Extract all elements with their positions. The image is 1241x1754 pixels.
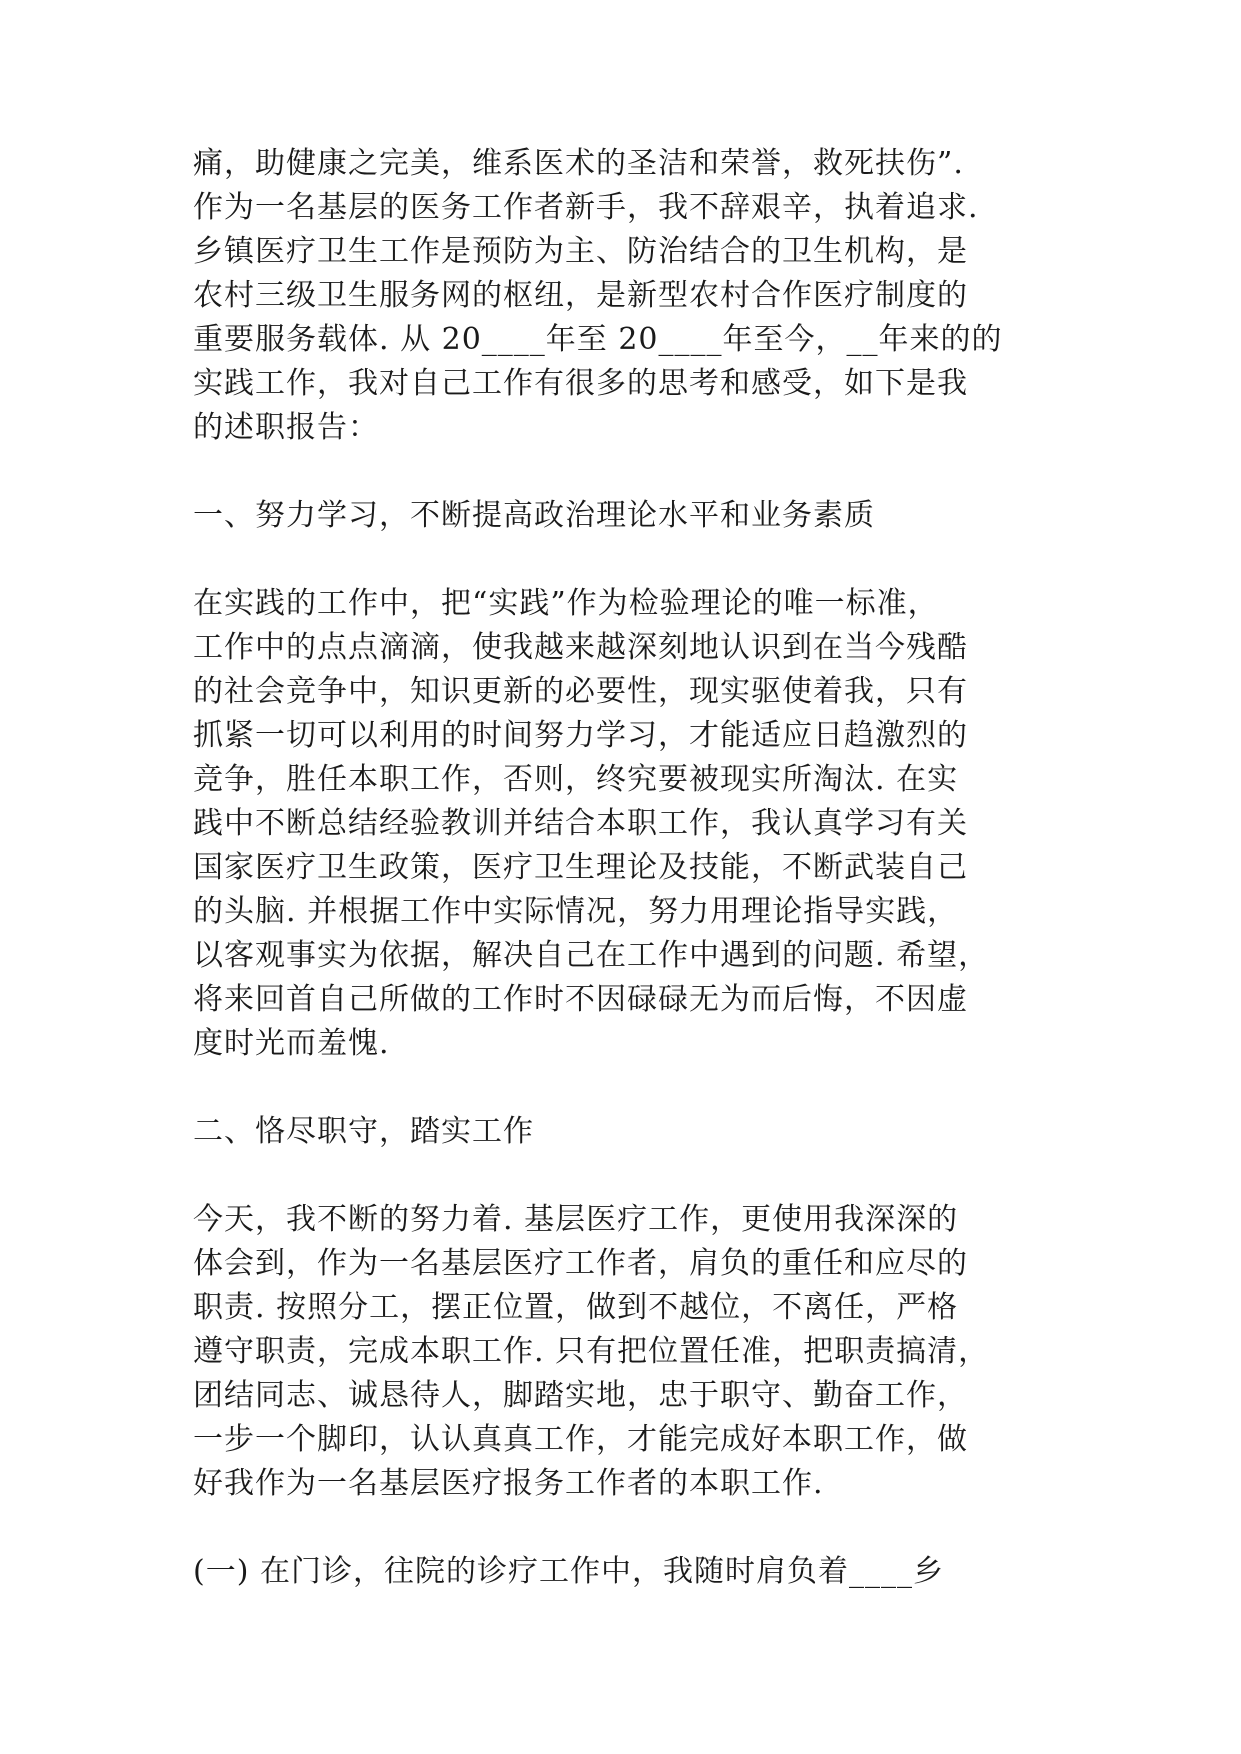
text-line: 的述职报告：: [193, 410, 379, 445]
intro-paragraph: [193, 142, 1073, 450]
text-line: 抓紧一切可以利用的时间努力学习，才能适应日趋激烈的: [193, 718, 968, 753]
paragraph-gap: [193, 1066, 1073, 1110]
section-1-heading: [193, 494, 1073, 538]
paragraph-gap: [193, 1506, 1073, 1550]
text-line: 遵守职责，完成本职工作. 只有把位置任准，把职责搞清，: [193, 1334, 990, 1369]
section-1-paragraph: [193, 582, 1073, 1066]
text-line: (一) 在门诊，往院的诊疗工作中，我随时肩负着____乡: [193, 1554, 944, 1589]
text-line: 农村三级卫生服务网的枢纽，是新型农村合作医疗制度的: [193, 278, 968, 313]
text-line: 实践工作，我对自己工作有很多的思考和感受，如下是我: [193, 366, 968, 401]
text-line: 一步一个脚印，认认真真工作，才能完成好本职工作，做: [193, 1422, 968, 1457]
section-2-heading: [193, 1110, 1073, 1154]
text-line: 的头脑. 并根据工作中实际情况，努力用理论指导实践，: [193, 894, 959, 929]
text-line: 痛，助健康之完美，维系医术的圣洁和荣誉，救死扶伤”.: [193, 146, 964, 181]
heading-text: 二、恪尽职守，踏实工作: [193, 1114, 534, 1149]
text-line: 作为一名基层的医务工作者新手，我不辞艰辛，执着追求.: [193, 190, 979, 225]
text-line: 将来回首自己所做的工作时不因碌碌无为而后悔，不因虚: [193, 982, 968, 1017]
document-body: [193, 142, 1073, 1594]
text-line: 团结同志、诚恳待人，脚踏实地，忠于职守、勤奋工作，: [193, 1378, 968, 1413]
heading-text: 一、努力学习，不断提高政治理论水平和业务素质: [193, 498, 875, 533]
paragraph-gap: [193, 450, 1073, 494]
subsection-1-paragraph: [193, 1550, 1073, 1594]
text-line: 度时光而羞愧.: [193, 1026, 390, 1061]
text-line: 好我作为一名基层医疗报务工作者的本职工作.: [193, 1466, 824, 1501]
text-line: 体会到，作为一名基层医疗工作者，肩负的重任和应尽的: [193, 1246, 968, 1281]
text-line: 乡镇医疗卫生工作是预防为主、防治结合的卫生机构，是: [193, 234, 968, 269]
section-2-paragraph: [193, 1198, 1073, 1506]
text-line: 职责. 按照分工，摆正位置，做到不越位，不离任，严格: [193, 1290, 959, 1325]
text-line: 竞争，胜任本职工作，否则，终究要被现实所淘汰. 在实: [193, 762, 959, 797]
text-line: 以客观事实为依据，解决自己在工作中遇到的问题. 希望，: [193, 938, 990, 973]
text-line: 践中不断总结经验教训并结合本职工作，我认真学习有关: [193, 806, 968, 841]
paragraph-gap: [193, 538, 1073, 582]
text-line: 今天，我不断的努力着. 基层医疗工作，更使用我深深的: [193, 1202, 959, 1237]
text-line: 在实践的工作中，把“实践”作为检验理论的唯一标准，: [193, 586, 939, 621]
text-line: 工作中的点点滴滴，使我越来越深刻地认识到在当今残酷: [193, 630, 968, 665]
text-line: 重要服务载体. 从 20____年至 20____年至今，__年来的的: [193, 322, 1003, 357]
text-line: 的社会竞争中，知识更新的必要性，现实驱使着我，只有: [193, 674, 968, 709]
text-line: 国家医疗卫生政策，医疗卫生理论及技能，不断武装自己: [193, 850, 968, 885]
paragraph-gap: [193, 1154, 1073, 1198]
